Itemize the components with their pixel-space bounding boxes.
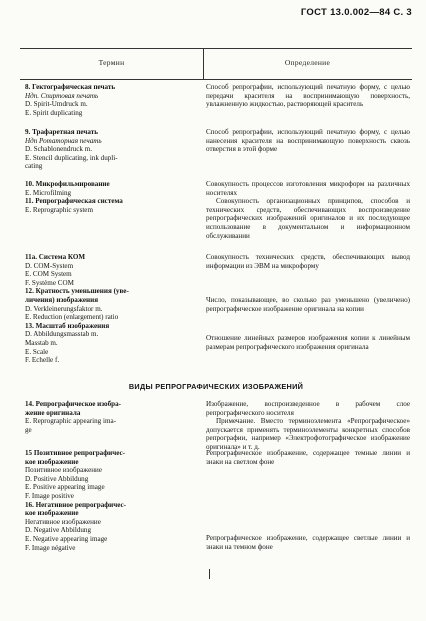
term-line: F. Système COM	[25, 278, 74, 287]
term-line: жение оригинала	[25, 408, 81, 417]
definition-paragraph: Совокупность технических средств, обеспечивающих вывод информации из ЭВМ на микроформу	[206, 253, 410, 270]
term-line: E. Negative appearing image	[25, 534, 108, 543]
term-line: E. Reduction (enlargement) ratio	[25, 313, 119, 322]
term-line: ge	[25, 425, 32, 434]
term-line: F. Image positive	[25, 491, 74, 500]
term-line: D. Schablonendruck m.	[25, 145, 92, 154]
page-header: ГОСТ 13.0.002—84 С. 3	[300, 7, 412, 18]
definition-entry	[206, 128, 410, 154]
term-line: 16. Негативное репрографичес-	[25, 500, 126, 509]
definition-entry	[206, 534, 410, 551]
definition-entry	[206, 83, 410, 109]
term-entry	[25, 83, 197, 117]
term-line: 11а. Система КОМ	[25, 253, 86, 261]
term-line: E. Reprographic system	[25, 205, 93, 214]
table-header-rule	[20, 79, 412, 80]
definition-entry	[206, 334, 410, 351]
term-line: D. Positive Abbildung	[25, 474, 89, 483]
term-line: кое изображение	[25, 509, 79, 518]
term-line: E. Stencil duplicating, ink dupli-	[25, 153, 118, 162]
definition-paragraph: Способ репрографии, использующий печатную форму, с целью нанесения красителя на воспринимающую поверхность сквозь отверстия в этой форме	[206, 128, 410, 154]
term-entry	[25, 180, 197, 214]
term-line: E. Spirit duplicating	[25, 108, 83, 117]
definition-entry	[206, 400, 410, 452]
term-line: Masstab m.	[25, 338, 58, 347]
definition-paragraph: Число, показывающее, во сколько раз уменьшено (увеличено) репрографическое изображение оригинала на копии	[206, 296, 410, 313]
term-line: D. Verkleinerungsfaktor m.	[25, 304, 103, 313]
column-header-terms: Термин	[98, 58, 125, 67]
definition-paragraph: Изображение, воспроизведенное в рабочем слое репрографического носителя	[206, 400, 410, 417]
definition-entry	[206, 253, 410, 270]
definition-entry	[206, 180, 410, 240]
term-line: 10. Микрофильмирование	[25, 180, 110, 188]
term-line: Позитивное изображение	[25, 466, 102, 475]
term-line: 13. Масштаб изображения	[25, 321, 110, 330]
definition-paragraph: Примечание. Вместо терминоэлемента «Репрографическое» допускается применять терминоэлементы конкретных способов репрографии, например «Электрофотографическое изображение оригинала» и т. д.	[206, 417, 410, 451]
term-line: F. Echelle f.	[25, 356, 60, 365]
continuation-mark	[209, 569, 210, 579]
definition-paragraph: Отношение линейных размеров изображения копии к линейным размерам репрографического изображения оригинала	[206, 334, 410, 351]
term-line: 8. Гектографическая печать	[25, 83, 116, 91]
term-entry	[25, 128, 197, 171]
term-line: D. Spirit-Umdruck m.	[25, 100, 88, 109]
term-line: кое изображение	[25, 457, 79, 466]
definition-paragraph: Способ репрографии, использующий печатную форму, с целью передачи красителя на воспринимающую поверхность, увлажненную жидкостью, растворяющей краситель	[206, 83, 410, 109]
term-entry	[25, 253, 197, 365]
definition-paragraph: Совокупность организационных принципов, способов и технических средств, обеспечивающих воспроизведение репрографических изображений оригиналов и их последующее использование в документальном и информационном обслуживании	[206, 197, 410, 240]
term-entry	[25, 449, 197, 552]
definition-entry	[206, 296, 410, 313]
term-line: F. Image négative	[25, 543, 76, 552]
term-line: E. COM System	[25, 270, 72, 279]
definition-entry	[206, 449, 410, 466]
term-line: личения) изображения	[25, 295, 99, 304]
term-line: D. Abbildungsmasstab m.	[25, 330, 99, 339]
column-header-definitions: Определение	[284, 58, 331, 67]
term-line: Негативное изображение	[25, 517, 101, 526]
term-line: E. Positive appearing image	[25, 483, 105, 492]
term-line: E. Scale	[25, 347, 49, 356]
term-line: 11. Репрографическая система	[25, 197, 123, 206]
term-line: E. Reprographic appearing ima-	[25, 417, 116, 426]
term-line: D. COM-System	[25, 261, 74, 270]
section-title: ВИДЫ РЕПРОГРАФИЧЕСКИХ ИЗОБРАЖЕНИЙ	[128, 382, 304, 391]
term-line: 9. Трафаретная печать	[25, 128, 98, 136]
term-line: E. Microfilming	[25, 188, 72, 197]
term-line: Ндп Ротаторная печать	[25, 136, 102, 145]
table-top-rule	[20, 48, 412, 49]
term-line: D. Negative Abbildung	[25, 526, 92, 535]
definition-paragraph: Совокупность процессов изготовления микроформ на различных носителях	[206, 180, 410, 197]
term-line: 15 Позитивное репрографичес-	[25, 449, 125, 457]
term-line: 14. Репрографическое изобра-	[25, 400, 122, 408]
definition-paragraph: Репрографическое изображение, содержащее темные линии и знаки на светлом фоне	[206, 449, 410, 466]
term-line: cating	[25, 162, 43, 171]
term-entry	[25, 400, 197, 434]
definition-paragraph: Репрографическое изображение, содержащее светлые линии и знаки на темном фоне	[206, 534, 410, 551]
term-line: 12. Кратность уменьшения (уве-	[25, 287, 129, 296]
term-line: Ндп. Спиртовая печать	[25, 91, 99, 100]
